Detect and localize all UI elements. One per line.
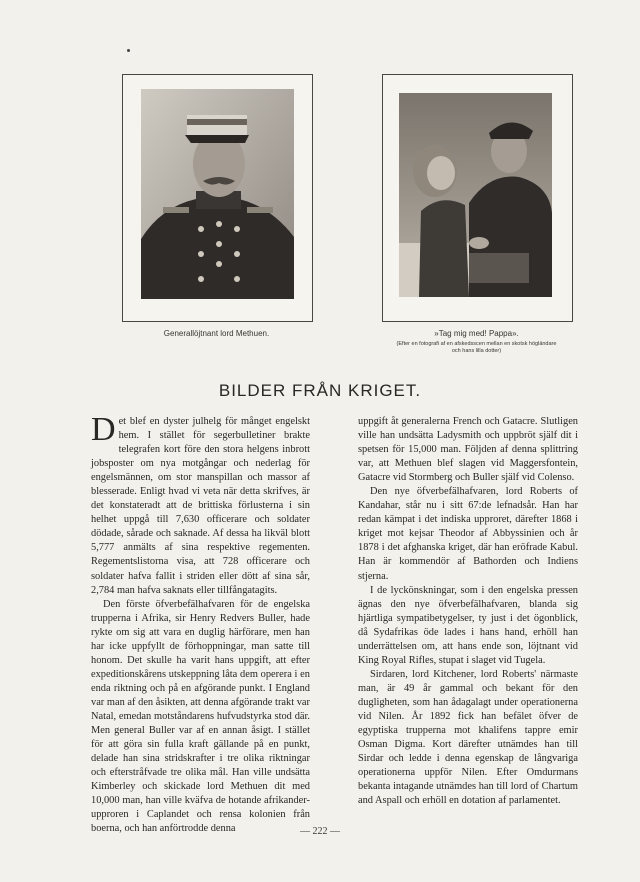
paragraph-2: Den förste öfverbefälhafvaren för de engelska trupperna i Afrika, sir Henry Redvers Buller, hade rykte om sig att vara en duglig härförare, men han har icke uppfyllt de förhoppningar, man satte till honom. Det skulle ha varit hans uppgift, att efter expeditionskårens utskeppning låta dem operera i en enda riktning och på en afgörande punkt. I England var man af den åsikten, att denna afgörande trakt var Natal, emedan motståndarens hufvudstyrka stod där. Men general Buller var af en annan åsigt. I stället för att göra sin fulla kraft gällande på en punkt, delade han sina stridskrafter i tre olika riktningar och efterstråfvade tre olika mål. Han ville undsätta Kimberley och skickade lord Methuen dit med 10,000 man, han ville kväfva de hotande afrikander-upproren i Caplandet och rensa kolonien från boerna, och han anförtrodde denna (91, 598, 310, 835)
paragraph-1 (91, 411, 310, 598)
article-right-column (358, 415, 578, 808)
article-title: BILDER FRÅN KRIGET. (218, 381, 422, 400)
methuen-portrait-image (141, 89, 294, 299)
paragraph-4: Den nye öfverbefälhafvaren, lord Roberts of Kandahar, står nu i sitt 67:de lefnadsår. Han har redan kämpat i det indiska upproret, därefter 1868 i kriget mot kejsar Theodor af Abbyssinien och år 1878 i det afghanska kriget, där han eröfrade Kabul. Han är kommendör af Bathorden och Indiens stjerna. (358, 486, 578, 582)
paragraph-3: uppgift åt generalerna French och Gatacre. Slutligen ville han undsätta Ladysmith och uppbröt själf dit i spetsen för 15,000 man. Följden af denna splittring var, att Methuen blef slagen vid Maggersfontein, Gatacre vid Stormberg och Buller själf vid Colenso. (358, 416, 578, 484)
portrait-photo-farewell (399, 93, 552, 297)
paragraph-1-text: et blef en dyster julhelg för månget engelskt hem. I stället för segerbulletiner brakte telegrafen kort före den stora helgens inbrott jobsposter om nya motgångar och nederlag för engelsmännen, om stor manspillan och massor af blesserade. Enligt hvad vi veta när detta skrifves, är det konstateradt att de brittiska förlusterna i sin helhet uppgå till 7,630 officerare och soldater dödade, sårade och saknade. Af dessa ha likväl blott 5,777 anmälts af sina respektive regementen. Regementslistorna visa, att 728 officerare och soldater hafva fallit i striden eller dött af sina sår, 2,784 man hafva saknats eller tillfångatagits. (91, 416, 310, 596)
portrait-photo-methuen (141, 89, 294, 299)
figure-caption-farewell: »Tag mig med! Pappa». (434, 329, 519, 338)
ink-speck (127, 49, 130, 52)
page-number: — 222 — (300, 826, 340, 837)
article-left-column (91, 411, 310, 836)
paragraph-5: I de lyckönskningar, som i den engelska pressen ägnas den nye öfverbefälhafvaren, blanda sig hjärtliga sympatibetygelser, ty just i det ögonblick, då Sydafrikas öde lades i hans hand, erhöll han underrättelsen om, att hans ende son, löjtnant vid King Royal Rifles, stupat i slaget vid Tugela. (358, 584, 578, 666)
drop-cap: D (91, 411, 116, 448)
farewell-scene-image (399, 93, 552, 297)
figure-subcaption-farewell: (Efter en fotografi af en afskedsscen mellan en skotsk högländare och hans lilla dotter) (396, 341, 557, 354)
paragraph-6: Sirdaren, lord Kitchener, lord Roberts' närmaste man, är 49 år gammal och bekant för den dugligheten, som han ådagalagt under operationerna vid Nilen. År 1892 fick han befälet öfver de egyptiska trupperna mot khalifens tappre emir Osman Digma. Kort därefter utnämdes han till Sirdar och ledde i denna egenskap de långvariga operationerna uppför Nilen. Efter Omdurmans bekanta intagande utnämdes han till lord of Chartum and Aspall och erhöll en dotation af parlamentet. (358, 668, 578, 807)
figure-caption-methuen: Generallöjtnant lord Methuen. (163, 329, 270, 338)
